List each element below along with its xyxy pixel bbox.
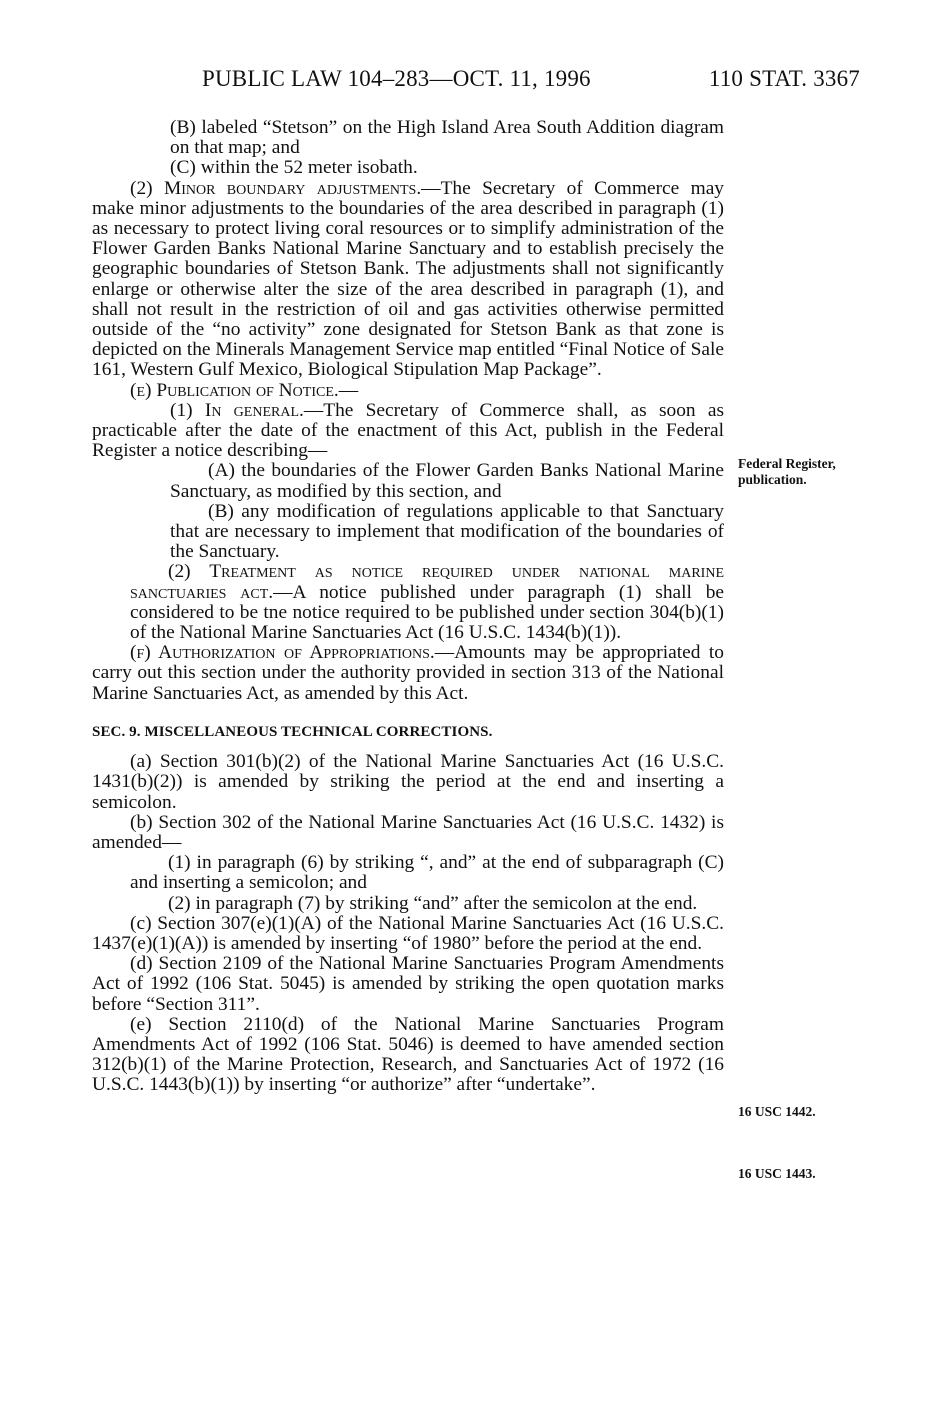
paragraph-sec9-c: (c) Section 307(e)(1)(A) of the National Marine Sanctuaries Act (16 U.S.C. 1437(e)(1)(A)) is amended by inserting “of 1980” before the period at the end. [92, 912, 724, 954]
document-body [92, 118, 724, 1096]
page-header [202, 66, 860, 100]
paragraph-c-isobath: (C) within the 52 meter isobath. [170, 157, 418, 179]
paragraph-sec9-b-1: (1) in paragraph (6) by striking “, and” at the end of subparagraph (C) and inserting a semicolon; and [130, 852, 724, 894]
header-statute-page: 110 STAT. 3367 [708, 66, 860, 91]
margin-note-usc-1443: 16 USC 1443. [738, 1166, 816, 1181]
paragraph-b-modification: (B) any modification of regulations applicable to that Sanctuary that are necessary to implement that modification of the boundaries of the Sanctuary. [170, 500, 724, 563]
paragraph-heading: (2) Treatment as notice required under national marine sanctuaries act. [130, 561, 724, 603]
section-9-heading: SEC. 9. MISCELLANEOUS TECHNICAL CORRECTIONS. [92, 723, 493, 740]
paragraph-sec9-b: (b) Section 302 of the National Marine Sanctuaries Act (16 U.S.C. 1432) is amended— [92, 811, 724, 853]
margin-note-usc-1442: 16 USC 1442. [738, 1104, 816, 1119]
paragraph-heading: (2) Minor boundary adjustments. [130, 177, 422, 199]
paragraph-minor-boundary-adjustments: (2) Minor boundary adjustments.—The Secretary of Commerce may make minor adjustments to the boundaries of the area described in paragraph (1) as necessary to protect living coral resources or to simplify administration of the Flower Garden Banks National Marine Sanctuary and to establish precisely the geographic boundaries of Stetson Bank. The adjustments shall not significantly enlarge or otherwise alter the size of the area described in paragraph (1), and shall not result in the restriction of oil and gas activities otherwise permitted outside of the “no activity” zone designated for Stetson Bank as that zone is depicted on the Minerals Management Service map entitled “Final Notice of Sale 161, Western Gulf Mexico, Biological Stipulation Map Package”. [92, 177, 725, 381]
paragraph-a-boundaries: (A) the boundaries of the Flower Garden Banks National Marine Sanctuary, as modified by this section, and [170, 460, 724, 502]
paragraph-treatment-as-notice: (2) Treatment as notice required under national marine sanctuaries act.—A notice published under paragraph (1) shall be considered to be tne notice required to be published under section 304(b)(1) of the National Marine Sanctuaries Act (16 U.S.C. 1434(b)(1)). [130, 561, 724, 644]
paragraph-sec9-d: (d) Section 2109 of the National Marine Sanctuaries Program Amendments Act of 1992 (106 Stat. 5045) is amended by striking the open quotation marks before “Section 311”. [92, 953, 724, 1015]
paragraph-heading: (f) Authorization of Appropriations. [130, 642, 435, 664]
paragraph-sec9-a: (a) Section 301(b)(2) of the National Marine Sanctuaries Act (16 U.S.C. 1431(b)(2)) is amended by striking the period at the end and inserting a semicolon. [92, 751, 724, 813]
paragraph-publication-of-notice: (e) Publication of Notice.— [130, 379, 359, 401]
header-law-date: PUBLIC LAW 104–283—OCT. 11, 1996 [202, 66, 591, 91]
paragraph-heading: (e) Publication of Notice. [130, 379, 339, 401]
paragraph-sec9-b-2: (2) in paragraph (7) by striking “and” after the semicolon at the end. [168, 892, 698, 914]
paragraph-authorization-of-appropriations: (f) Authorization of Appropriations.—Amounts may be appropriated to carry out this section under the authority provided in section 313 of the National Marine Sanctuaries Act, as amended by this Act. [92, 642, 724, 704]
paragraph-in-general: (1) In general.—The Secretary of Commerce shall, as soon as practicable after the date of the enactment of this Act, publish in the Federal Register a notice describing— [92, 399, 724, 462]
paragraph-b-stetson: (B) labeled “Stetson” on the High Island Area South Addition diagram on that map; and [170, 117, 724, 159]
margin-note-federal-register: Federal Register, publication. [738, 456, 836, 487]
paragraph-sec9-e: (e) Section 2110(d) of the National Marine Sanctuaries Program Amendments Act of 1992 (106 Stat. 5046) is deemed to have amended section 312(b)(1) of the Marine Protection, Research, and Sanctuaries Act of 1972 (16 U.S.C. 1443(b)(1)) by inserting “or authorize” after “undertake”. [92, 1013, 724, 1096]
paragraph-heading: (1) In general. [170, 399, 304, 421]
